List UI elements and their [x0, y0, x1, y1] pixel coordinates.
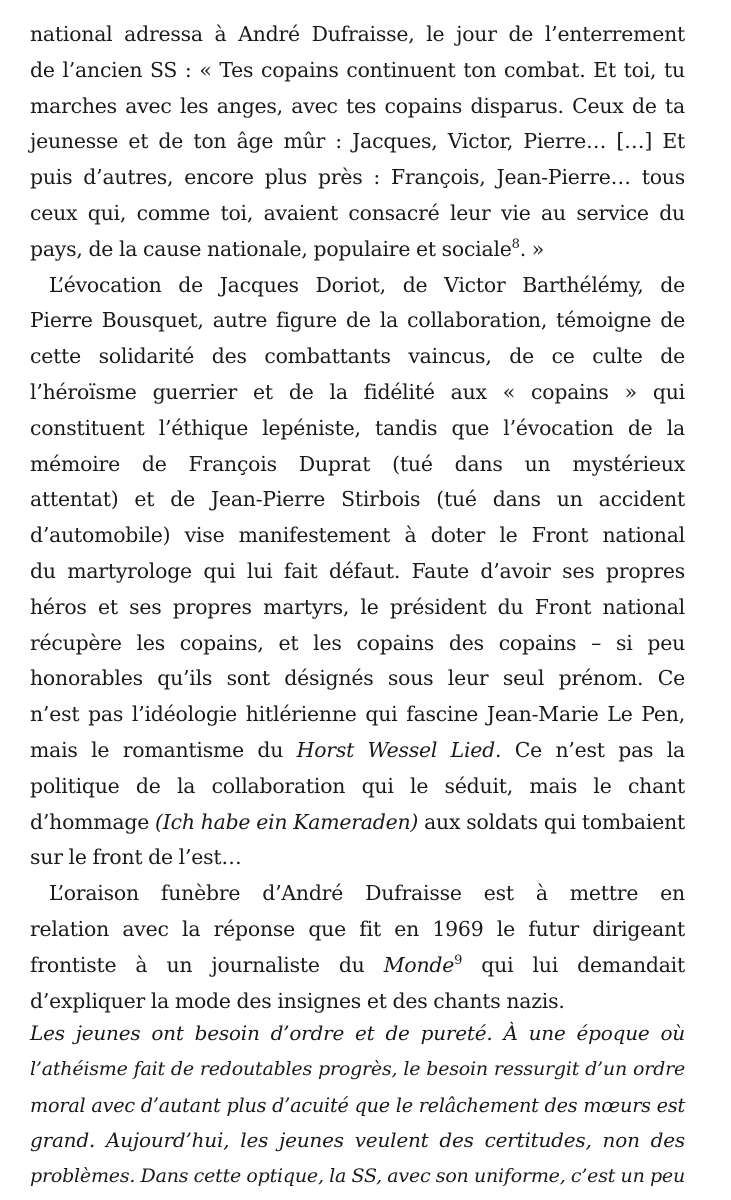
italic-title: Monde: [383, 952, 455, 977]
text-line: l’héroïsme guerrier et de la fidélité aux « copains » qui: [30, 379, 685, 404]
text-line: cette solidarité des combattants vaincus, de ce culte de: [30, 344, 685, 369]
quote-line: problèmes. Dans cette optique, la SS, avec son uniforme, c’est un peu: [30, 1165, 685, 1188]
text-fragment: aux soldats qui tombaient: [418, 809, 685, 834]
text-line: jeunesse et de ton âge mûr : Jacques, Victor, Pierre… […] Et: [30, 129, 685, 154]
text-fragment: mais le romantisme du: [30, 737, 297, 762]
text-fragment: d’hommage: [30, 809, 156, 834]
paragraph-2: [30, 268, 685, 877]
text-line: d’expliquer la mode des insignes et des chants nazis.: [30, 988, 565, 1013]
text-line: marches avec les anges, avec tes copains disparus. Ceux de ta: [30, 93, 685, 118]
text-line: national adressa à André Dufraisse, le jour de l’enterrement: [30, 22, 685, 46]
paragraph-3: [30, 876, 685, 1019]
text-line: attentat) et de Jean-Pierre Stirbois (tué dans un accident: [30, 487, 685, 512]
text-fragment: frontiste à un journaliste du: [30, 952, 384, 977]
text-line: récupère les copains, et les copains des copains – si peu: [30, 630, 685, 655]
quote-line: moral avec d’autant plus d’acuité que le relâchement des mœurs est: [30, 1093, 685, 1117]
text-line: ceux qui, comme toi, avaient consacré leur vie au service du: [30, 200, 685, 225]
text-line: de l’ancien SS : « Tes copains continuent ton combat. Et toi, tu: [30, 57, 685, 82]
text-line: d’automobile) vise manifestement à doter le Front national: [30, 523, 685, 548]
text-fragment: pays, de la cause nationale, populaire et sociale: [30, 236, 512, 261]
text-fragment: Ce n’est pas la: [501, 737, 686, 762]
text-line: [30, 948, 685, 984]
quote-line: grand. Aujourd’hui, les jeunes veulent des certitudes, non des: [30, 1128, 685, 1153]
text-line: relation avec la réponse que fit en 1969 le futur dirigeant: [30, 916, 685, 941]
text-line: sur le front de l’est…: [30, 845, 242, 870]
text-fragment: . »: [519, 236, 545, 261]
text-line: héros et ses propres martyrs, le président du Front national: [30, 594, 685, 619]
text-line: [30, 232, 685, 268]
text-line: L’évocation de Jacques Doriot, de Victor Barthélémy, de: [49, 272, 685, 297]
footnote-ref[interactable]: 8: [511, 236, 520, 252]
text-line: honorables qu’ils sont désignés sous leur seul prénom. Ce: [30, 666, 685, 691]
text-line: Pierre Bousquet, autre figure de la collaboration, témoigne de: [30, 308, 685, 333]
italic-title: Horst Wessel Lied.: [296, 737, 502, 762]
text-line: puis d’autres, encore plus près : François, Jean-Pierre… tous: [30, 165, 685, 190]
text-line: [30, 805, 685, 841]
text-line: [30, 733, 685, 769]
text-line: constituent l’éthique lepéniste, tandis que l’évocation de la: [30, 415, 685, 440]
text-line: mémoire de François Duprat (tué dans un mystérieux: [30, 451, 685, 476]
text-fragment: qui lui demandait: [462, 952, 685, 977]
text-line: L’oraison funèbre d’André Dufraisse est à mettre en: [49, 881, 685, 906]
paragraph-1: [30, 17, 685, 268]
quote-line: Les jeunes ont besoin d’ordre et de pureté. À une époque où: [30, 1021, 685, 1045]
block-quote: [30, 1016, 685, 1195]
text-line: du martyrologe qui lui fait défaut. Faute d’avoir ses propres: [30, 558, 685, 583]
text-line: politique de la collaboration qui le séduit, mais le chant: [30, 773, 685, 798]
body-text: [30, 17, 685, 1019]
footnote-ref[interactable]: 9: [454, 952, 463, 968]
quote-line: l’athéisme fait de redoutables progrès, le besoin ressurgit d’un ordre: [30, 1057, 685, 1080]
text-line: n’est pas l’idéologie hitlérienne qui fascine Jean-Marie Le Pen,: [30, 702, 685, 727]
italic-title: (Ich habe ein Kameraden): [155, 809, 419, 834]
